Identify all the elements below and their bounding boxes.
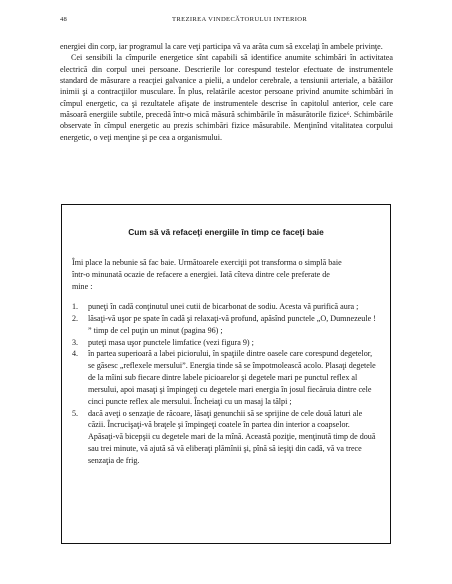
item-text: puneţi în cadă conţinutul unei cutii de bicarbonat de sodiu. Acesta vă purifică aura ; — [88, 302, 359, 311]
item-text: în partea superioară a labei piciorului, în spaţiile dintre oasele care corespund degetelor, se găsesc „reflexele mersului”. Energia tinde să se împotmolească acolo. Plasaţi degetele de la mîini sub fiecare dintre labele picioarelor şi degetele mari pe punctul reflex al mersului, apoi masaţi şi împingeţi cu degetele mari energia în josul fiecăruia dintre cele cinci puncte reflex ale mersului. Încheiaţi cu un masaj la tălpi ; — [88, 349, 376, 406]
tips-list — [72, 301, 378, 467]
box-title: Cum să vă refaceţi energiile în timp ce faceţi baie — [128, 227, 324, 237]
list-item — [72, 408, 378, 467]
paragraph-continuation: energiei din corp, iar programul la care veţi participa vă va arăta cum să excelaţi în ambele privinţe. — [60, 42, 383, 51]
item-text: puteţi masa uşor punctele limfatice (vezi figura 9) ; — [88, 337, 254, 347]
body-text — [60, 41, 393, 143]
list-item — [72, 337, 378, 349]
item-number: 5. — [72, 408, 79, 418]
item-number: 4. — [72, 349, 79, 359]
box-intro: Îmi place la nebunie să fac baie. Următoarele exerciţii pot transforma o simplă baie într-o minunată ocazie de refacere a energiei. Iată cîteva dintre cele preferate de mine : — [72, 258, 342, 291]
list-item — [72, 301, 378, 313]
paragraph-energy-fields: Cei sensibili la cîmpurile energetice sînt capabili să identifice anumite schimbări în activitatea electrică din corpul unei persoane. Descrierile lor corespund testelor efectuate de instrumentele standard de măsurare a reacţiei galvanice a pielii, a undelor cerebrale, a tensiunii arteriale, a bătăilor inimii şi a contracţiilor musculare. În plus, relatările acestor persoane privind anumite schimbări în cîmpul energetic, ca şi rezultatele afişate de instrumentele descrise în capitolul anterior, cele care măsoară energiile subtile, precedă într-o mică măsură schimbările în măsurătorile fizice⁶. Schimbările observate în cîmpul energetic au prezis schimbări fizice măsurabile. Menţinînd vitalitatea corpului energetic, o veţi menţine şi pe cea a organismului. — [60, 53, 393, 142]
item-text: dacă aveţi o senzaţie de răcoare, lăsaţi genunchii să se sprijine de cele două laturi ale căzii. Încrucişaţi-vă braţele şi împingeţi coatele în partea din interior a coapselor. Apăsaţi-vă bicepşii cu degetele mari de la mînă. Această poziţie, menţinută timp de două sau trei minute, vă ajută să vă eliberaţi plămînii şi, pînă să ieşiţi din cadă, vă va trece senzaţia de frig. — [88, 408, 376, 465]
running-title: TREZIREA VINDECĂTORULUI INTERIOR — [172, 16, 308, 23]
list-item — [72, 348, 378, 407]
running-header — [60, 16, 393, 28]
item-number: 3. — [72, 337, 79, 347]
list-item — [72, 313, 378, 337]
item-number: 2. — [72, 313, 79, 323]
item-text: lăsaţi-vă uşor pe spate în cadă şi relaxaţi-vă profund, apăsînd punctele „O, Dumnezeule ! ” timp de cel puţin un minut (pagina 96) ; — [88, 313, 376, 335]
page-number: 48 — [60, 16, 68, 23]
sidebar-box — [61, 204, 391, 544]
item-number: 1. — [72, 302, 79, 311]
